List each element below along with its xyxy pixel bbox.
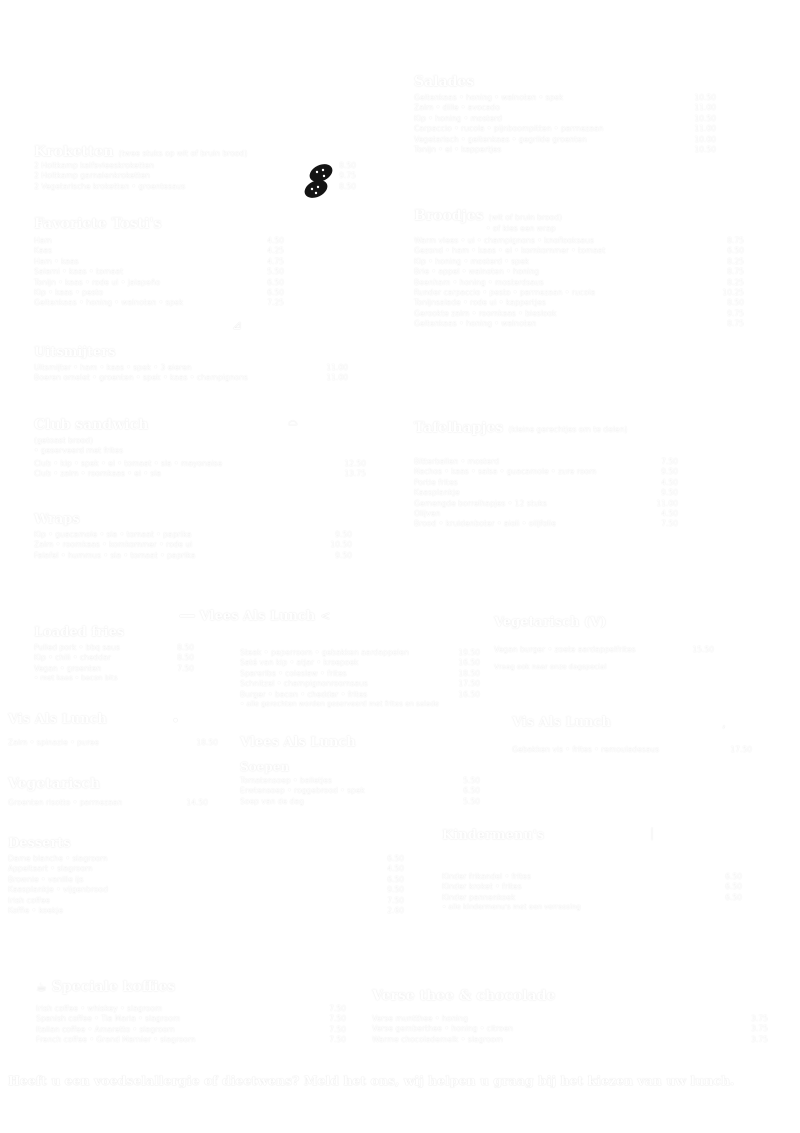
- list-item: Kip • guacamole • sla • tomaat • paprika 9.50: [34, 530, 352, 539]
- list-item: Brood • kruidenboter • aioli • olijfolie 7.50: [414, 519, 678, 529]
- list-item: Pulled pork • bbq saus 8.50: [34, 643, 194, 652]
- vhl-heading: [180, 605, 440, 624]
- list-item: Gezond • ham • kaas • ei • komkommer • tomaat 6.50: [414, 246, 744, 256]
- list-item: 2 Holtkamp kalfsvleeskroketten 8.50: [34, 161, 356, 170]
- list-item: Erwtensoep • roggebrood • spek 6.50: [240, 786, 480, 796]
- list-item: Gebakken vis • frites • remouladesaus 17.50: [512, 745, 752, 754]
- broodjes-subtitle: (wit of bruin brood): [488, 213, 562, 222]
- salades-list: [414, 93, 716, 155]
- list-item: Portie frites 4.50: [414, 477, 678, 487]
- kids-title: Kindermenu's: [442, 828, 545, 843]
- list-item: Kaasplankje • vijgenbrood 9.50: [8, 885, 404, 895]
- loaded-section: [34, 625, 194, 684]
- list-item: Gerookte zalm • roomkaas • bieslook 9.75: [414, 308, 744, 318]
- list-item: Burger • bacon • cheddar • frites 16.50: [240, 689, 480, 699]
- list-item: Verse gemberthee • honing • citroen 3.75: [372, 1024, 768, 1034]
- list-item: Zalm • dille • avocado 11.00: [414, 103, 716, 113]
- special-coffee-title: Speciale koffies: [51, 979, 176, 995]
- veggie-main-section: [494, 615, 714, 673]
- list-item: Olijven 4.50: [414, 508, 678, 518]
- desserts-section: [8, 836, 404, 916]
- list-item: Kaasplankje 9.50: [414, 488, 678, 498]
- veg-title: Vegetarisch: [8, 776, 100, 792]
- list-item: Club • kip • spek • ei • tomaat • sla • mayonaise 12.50: [34, 459, 366, 468]
- list-item: Kip • chili • cheddar 8.50: [34, 653, 194, 663]
- kids-note: • alle kindermenu's met een verrassing: [442, 903, 581, 912]
- list-item: Bitterballen • mosterd 7.50: [414, 457, 678, 466]
- fish-right-section: [512, 715, 752, 755]
- loaded-title: Loaded fries: [34, 625, 125, 640]
- desserts-title: Desserts: [8, 836, 71, 851]
- list-item: Gemengde borrelhapjes • 12 stuks 11.00: [414, 498, 678, 508]
- fish-icon: •: [172, 714, 180, 728]
- list-item: Vegetarisch • geitenkaas • gegrilde groenten 10.00: [414, 134, 716, 144]
- clubs-title: Club sandwich: [34, 417, 149, 433]
- list-item: Zalm • roomkaas • komkommer • rode ui 10.50: [34, 540, 352, 550]
- clubs-subtitle: (getoast brood): [34, 436, 93, 445]
- list-item: Spanish coffee • Tia Maria • slagroom 7.50: [36, 1014, 346, 1024]
- warm-section: [240, 648, 480, 709]
- sandwich-icon: ⌓: [288, 414, 298, 428]
- broodjes-subtitle-2: • of kies een wrap: [486, 224, 556, 233]
- list-item: Koffie • koekje 2.60: [8, 905, 404, 915]
- knife-icon: ━━: [180, 609, 195, 623]
- list-item: Boeren omelet • groenten • spek • kaas • champignons 11.00: [34, 373, 348, 383]
- salades-section: [414, 74, 716, 155]
- allergy-footer: Heeft u een voedselallergie of dieetwens? Meld het ons, wij helpen u graag bij het kiezen van uw lunch.: [8, 1073, 735, 1088]
- list-item: 2 Holtkamp garnalenkroketten 9.75: [34, 171, 356, 181]
- list-item: Warm vlees • ui • champignons • knoflooksaus 8.75: [414, 236, 744, 245]
- eggs-section: [34, 345, 348, 384]
- sides-title: Tafelhapjes: [414, 420, 504, 436]
- list-item: Nachos • kaas • salsa • guacamole • zure room 9.50: [414, 467, 678, 477]
- salades-title: Salades: [414, 74, 475, 90]
- list-item: Brownie • vanille ijs 6.50: [8, 874, 404, 884]
- list-item: French coffee • Grand Marnier • slagroom 7.50: [36, 1035, 346, 1045]
- list-item: Verse muntthee • honing 3.75: [372, 1014, 768, 1023]
- list-item: Groenten risotto • parmezaan 14.50: [8, 798, 208, 807]
- list-item: Geitenkaas • honing • walnoten • spek 10.50: [414, 93, 716, 102]
- tea-bar-title: Verse thee & chocolade: [372, 988, 556, 1004]
- special-coffee-section: [36, 976, 346, 1046]
- warm-note: • alle gerechten worden geserveerd met frites en salade: [240, 699, 439, 708]
- soups-title: Soepen: [240, 760, 290, 774]
- child-icon: |: [650, 826, 655, 840]
- list-item: Kip • honing • mosterd 10.50: [414, 113, 716, 123]
- broodjes-heading: [414, 205, 744, 224]
- special-coffee-heading: [36, 976, 346, 1004]
- fish-title: Vis Als Lunch: [8, 712, 107, 727]
- fish-section: [8, 712, 218, 748]
- fork-icon: <: [320, 609, 331, 623]
- sides-list: [414, 457, 678, 530]
- tea-bar-section: [372, 988, 768, 1045]
- list-item: Tonijnsalade • rode ui • kappertjes 8.50: [414, 298, 744, 308]
- list-item: Beenham • honing • mosterdsaus 8.25: [414, 277, 744, 287]
- list-item: Geitenkaas • honing • walnoten • spek 7.25: [34, 298, 284, 308]
- fish-icon: ,: [722, 716, 726, 730]
- favorites-section: [34, 216, 284, 309]
- kroketten-heading: [34, 141, 374, 161]
- list-item: Salami • kaas • tomaat 5.50: [34, 267, 284, 277]
- list-item: Tonijn • ei • kappertjes 10.50: [414, 144, 716, 154]
- list-item: Irish coffee 7.50: [8, 895, 404, 905]
- list-item: Vegan • groenten 7.50: [34, 663, 194, 673]
- sides-subtitle: (kleine gerechtjes om te delen): [508, 425, 628, 434]
- list-item: Geitenkaas • honing • walnoten 8.75: [414, 319, 744, 329]
- meat-title-section: [240, 735, 480, 753]
- broodjes-title: Broodjes: [414, 208, 484, 224]
- loaded-note: • met kaas • bacon bits: [34, 674, 118, 683]
- list-item: Kip • honing • mosterd • spek 8.25: [414, 256, 744, 266]
- meat-title: Vlees Als Lunch: [240, 735, 356, 750]
- list-item: Spareribs • coleslaw • frites 18.50: [240, 668, 480, 678]
- croquette-icon: [302, 162, 336, 202]
- list-item: Appeltaart • slagroom 4.50: [8, 864, 404, 874]
- list-item: Tonijn • kaas • rode ui • jalapeño 6.50: [34, 277, 284, 287]
- list-item: Steak • peperroom • gebakken aardappelen 19.50: [240, 648, 480, 657]
- list-item: Vegan burger • zoete aardappelfrites 15.50: [494, 645, 714, 654]
- wraps-section: [34, 512, 352, 561]
- list-item: Carpaccio • rucola • pijnboompitten • parmezaan 11.00: [414, 124, 716, 134]
- vhl-title: Vlees Als Lunch: [199, 609, 316, 624]
- list-item: Kinder pannenkoek 6.50: [442, 892, 742, 902]
- veg-section: [8, 776, 208, 808]
- list-item: Runder carpaccio • pesto • parmezaan • rucola 10.25: [414, 287, 744, 297]
- list-item: Dame blanche • slagroom 6.50: [8, 854, 404, 863]
- list-item: Saté van kip • atjar • kroepoek 16.50: [240, 658, 480, 668]
- clubs-subtitle-2: • geserveerd met frites: [34, 446, 124, 455]
- list-item: Ham 4.50: [34, 236, 284, 245]
- sides-heading: [414, 417, 734, 457]
- list-item: Uitsmijter • ham • kaas • spek • 3 eieren 11.00: [34, 363, 348, 372]
- list-item: Schnitzel • champignonroomsaus 17.50: [240, 679, 480, 689]
- soups-section: [240, 760, 480, 807]
- list-item: Irish coffee • whiskey • slagroom 7.50: [36, 1004, 346, 1013]
- list-item: Club • zalm • roomkaas • ei • sla 13.75: [34, 469, 366, 479]
- list-item: Tomatensoep • balletjes 5.50: [240, 776, 480, 785]
- veggie-main-note: Vraag ook naar onze dagspecial: [494, 663, 607, 672]
- broodjes-section: [414, 205, 744, 330]
- list-item: Falafel • hummus • sla • tomaat • paprika 9.50: [34, 550, 352, 560]
- wraps-title: Wraps: [34, 512, 80, 527]
- toastie-icon: ⊿: [232, 318, 243, 332]
- list-item: Kinder kroket • frites 6.50: [442, 882, 742, 892]
- list-item: Italian coffee • Amaretto • slagroom 7.50: [36, 1024, 346, 1034]
- kroketten-subtitle: (twee stuks op wit of bruin brood): [118, 149, 248, 158]
- sides-section: [414, 417, 734, 530]
- list-item: Zalm • spinazie • puree 18.50: [8, 738, 218, 747]
- fish-right-title: Vis Als Lunch: [512, 715, 611, 730]
- list-item: Kaas 4.25: [34, 246, 284, 256]
- list-item: Warme chocolademelk • slagroom 3.75: [372, 1034, 768, 1044]
- list-item: Ham • kaas 4.75: [34, 256, 284, 266]
- list-item: 2 Vegetarische kroketten • groentesaus 8.50: [34, 181, 356, 191]
- clubs-section: [34, 417, 366, 480]
- list-item: Soep van de dag 5.50: [240, 796, 480, 806]
- list-item: Brie • appel • walnoten • honing 8.75: [414, 267, 744, 277]
- kroketten-title: Kroketten: [34, 144, 114, 160]
- kids-section: [442, 828, 742, 913]
- coffee-icon: ☕: [36, 980, 47, 994]
- eggs-title: Uitsmijters: [34, 345, 116, 360]
- favorites-title: Favoriete Tosti's: [34, 216, 162, 232]
- veggie-main-title: Vegetarisch (V): [494, 615, 607, 630]
- list-item: Kinder frikandel • frites 6.50: [442, 872, 742, 881]
- list-item: Kip • kaas • pesto 6.50: [34, 287, 284, 297]
